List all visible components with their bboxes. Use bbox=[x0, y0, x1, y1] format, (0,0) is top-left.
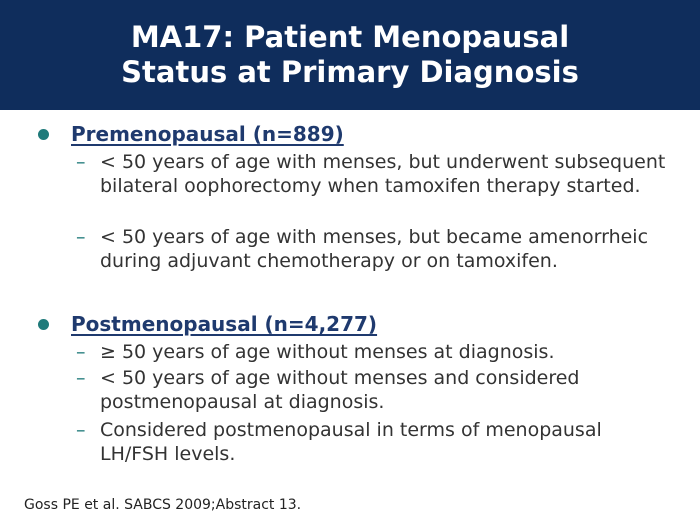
heading-premenopausal: Premenopausal (n=889) bbox=[71, 122, 344, 146]
sub-item-postmenopausal-2 bbox=[76, 366, 676, 414]
sub-item-text: < 50 years of age with menses, but became amenorrheic during adjuvant chemotherapy or on tamoxifen. bbox=[100, 226, 649, 272]
sub-item-postmenopausal-3 bbox=[76, 418, 676, 466]
bullet-dot-icon bbox=[38, 129, 49, 140]
slide-title-line-2: Status at Primary Diagnosis bbox=[121, 55, 579, 89]
sub-item-premenopausal-1 bbox=[76, 150, 676, 198]
dash-icon: – bbox=[76, 341, 86, 363]
sub-item-text: Considered postmenopausal in terms of menopausal LH/FSH levels. bbox=[100, 419, 602, 465]
dash-icon: – bbox=[76, 226, 86, 248]
bullet-premenopausal bbox=[38, 122, 344, 146]
heading-postmenopausal: Postmenopausal (n=4,277) bbox=[71, 312, 378, 336]
bullet-postmenopausal bbox=[38, 312, 377, 336]
sub-item-postmenopausal-1 bbox=[76, 340, 676, 364]
sub-item-text: ≥ 50 years of age without menses at diagnosis. bbox=[100, 341, 555, 363]
sub-item-premenopausal-2 bbox=[76, 225, 676, 273]
sub-item-text: < 50 years of age with menses, but underwent subsequent bilateral oophorectomy when tamoxifen therapy started. bbox=[100, 151, 666, 197]
slide-title-line-1: MA17: Patient Menopausal bbox=[130, 20, 570, 54]
bullet-dot-icon bbox=[38, 319, 49, 330]
citation: Goss PE et al. SABCS 2009;Abstract 13. bbox=[24, 497, 302, 513]
dash-icon: – bbox=[76, 151, 86, 173]
dash-icon: – bbox=[76, 419, 86, 441]
dash-icon: – bbox=[76, 367, 86, 389]
sub-item-text: < 50 years of age without menses and considered postmenopausal at diagnosis. bbox=[100, 367, 580, 413]
